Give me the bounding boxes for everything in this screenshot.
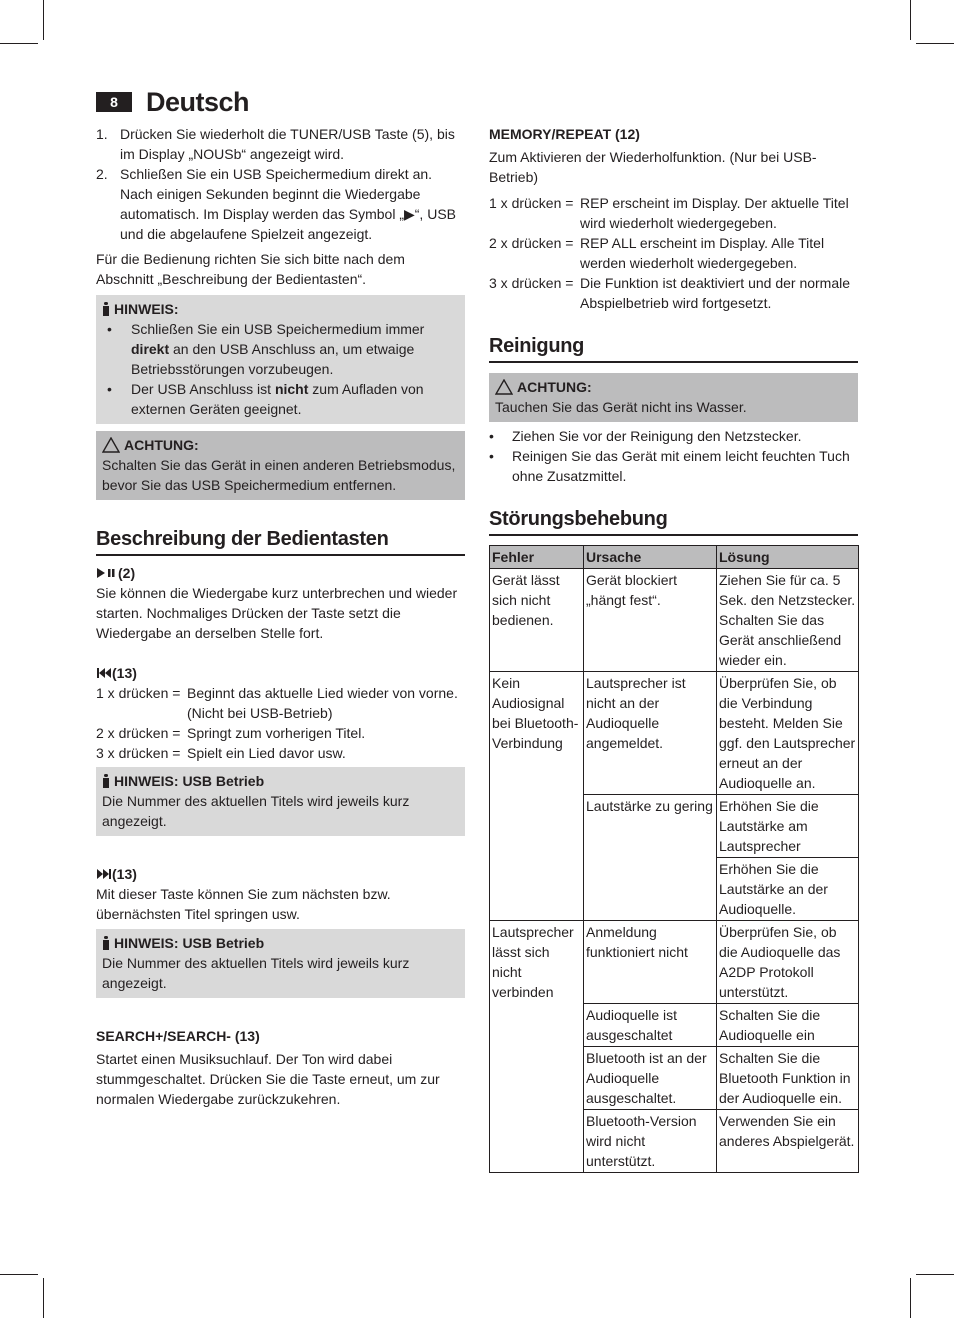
- section-title: Beschreibung der Bedientasten: [96, 526, 465, 556]
- table-cell: Erhöhen Sie die Lautstärke am Lautsprecher: [717, 795, 859, 858]
- key-value-row: 3 x drücken = Spielt ein Lied davor usw.: [96, 745, 346, 761]
- previous-icon: [96, 667, 112, 679]
- crop-mark: [0, 1274, 38, 1275]
- list-item: 1. Drücken Sie wiederholt die TUNER/USB Taste (5), bis im Display „NOUSb“ angezeigt wird.: [96, 126, 455, 162]
- table-cell: Gerät blockiert „hängt fest“.: [584, 569, 717, 672]
- crop-mark: [43, 1278, 44, 1318]
- hint-box: HINWEIS: • Schließen Sie ein USB Speichermedium immer direkt an den USB Anschluss an, um etwaige Betriebsstörungen vorzubeugen. • Der USB Anschluss ist nicht zum Aufladen von externen Geräten geeignet.: [96, 295, 465, 424]
- column-header: Fehler: [490, 546, 584, 569]
- key-value-row: 1 x drücken = REP erscheint im Display. Der aktuelle Titel wird wiederholt wiedergegeben.: [489, 195, 849, 231]
- steps-list: [96, 124, 465, 244]
- info-icon: [102, 774, 110, 788]
- info-icon: [102, 936, 110, 950]
- operation-note: Für die Bedienung richten Sie sich bitte nach dem Abschnitt „Beschreibung der Bedientasten“.: [96, 251, 405, 287]
- key-value-row: 1 x drücken = Beginnt das aktuelle Lied wieder von vorne. (Nicht bei USB-Betrieb): [96, 685, 458, 721]
- crop-mark: [910, 1278, 911, 1318]
- key-value-row: 3 x drücken = Die Funktion ist deaktiviert und der normale Abspielbetrieb wird fortgesetzt.: [489, 275, 851, 311]
- page-title: Deutsch: [146, 87, 250, 117]
- play-pause-icon: [96, 567, 118, 579]
- crop-mark: [43, 0, 44, 40]
- next-icon: [96, 868, 112, 880]
- list-item: • Reinigen Sie das Gerät mit einem leicht feuchten Tuch ohne Zusatzmittel.: [489, 448, 850, 484]
- previous-heading: (13): [96, 663, 465, 683]
- table-cell: Kein Audiosignal bei Bluetooth-Verbindung: [490, 672, 584, 921]
- info-icon: [102, 302, 110, 316]
- column-header: Ursache: [584, 546, 717, 569]
- table-cell: Lautsprecher lässt sich nicht verbinden: [490, 921, 584, 1173]
- column-header: Lösung: [717, 546, 859, 569]
- crop-mark: [910, 0, 911, 40]
- list-item: • Der USB Anschluss ist nicht zum Aufladen von externen Geräten geeignet.: [107, 381, 424, 417]
- warning-box: ACHTUNG: Tauchen Sie das Gerät nicht ins Wasser.: [489, 373, 858, 422]
- section-title: Reinigung: [489, 333, 858, 363]
- table-cell: Schalten Sie die Audioquelle ein: [717, 1004, 859, 1047]
- table-header-row: [490, 546, 859, 569]
- search-heading: SEARCH+/SEARCH- (13): [96, 1028, 260, 1044]
- table-cell: Anmeldung funktioniert nicht: [584, 921, 717, 1004]
- troubleshooting-table: [489, 545, 859, 1173]
- table-cell: Bluetooth-Version wird nicht unterstützt.: [584, 1110, 717, 1173]
- list-item: • Ziehen Sie vor der Reinigung den Netzstecker.: [489, 428, 802, 444]
- page-number: 8: [96, 92, 132, 112]
- crop-mark: [0, 43, 38, 44]
- section-title: Störungsbehebung: [489, 506, 858, 536]
- table-cell: Lautstärke zu gering: [584, 795, 717, 921]
- table-row: [490, 672, 859, 795]
- key-value-row: 2 x drücken = REP ALL erscheint im Display. Alle Titel werden wiederholt wiedergegeben.: [489, 235, 825, 271]
- memory-heading: MEMORY/REPEAT (12): [489, 126, 640, 142]
- table-cell: Erhöhen Sie die Lautstärke an der Audioquelle.: [717, 858, 859, 921]
- table-cell: Ziehen Sie für ca. 5 Sek. den Netzstecker. Schalten Sie das Gerät anschließend wieder ein.: [717, 569, 859, 672]
- table-cell: Überprüfen Sie, ob die Audioquelle das A2DP Protokoll unterstützt.: [717, 921, 859, 1004]
- table-cell: Schalten Sie die Bluetooth Funktion in der Audioquelle ein.: [717, 1047, 859, 1110]
- table-cell: Überprüfen Sie, ob die Verbindung besteht. Melden Sie ggf. den Lautsprecher erneut an der Audioquelle an.: [717, 672, 859, 795]
- right-column: MEMORY/REPEAT (12) Zum Aktivieren der Wiederholfunktion. (Nur bei USB-Betrieb) 1 x drücken = REP erscheint im Display. Der aktuelle Titel wird wiederholt wiedergegeben. 2 x drücken = REP ALL erscheint im Display. Alle Titel werden wiederholt wiedergegeben. 3 x drücken = Die Funktion ist deaktiviert und der normale Abspielbetrieb wird fortgesetzt. Reinigung ACHTUNG: Tauchen Sie das Gerät nicht ins Wasser. • Ziehen Sie vor der Reinigung den Netzstecker. • Reinigen Sie das Gerät mit einem leicht feuchten Tuch ohne Zusatzmittel. Störungsbehebung Fehler Ursache Lösung Gerät lässt sich nicht bedienen. Gerät blockiert „hängt fest“. Ziehen Sie für ca. 5 Sek. den Netzstecker. Schalten Sie das Gerät anschließend wieder ein. Kein Audiosignal bei Bluetooth-Verbindung Lautsprecher ist nicht an der Audioquelle angemeldet. Überprüfen Sie, ob die Verbindung besteht. Melden Sie ggf. den Lautsprecher erneut an der Audioquelle an. Lautstärke zu gering Erhöhen Sie die Lautstärke am Lautsprecher Erhöhen Sie die Lautstärke an der Audioquelle. Lautsprecher lässt sich nicht verbinden Anmeldung funktioniert nicht Überprüfen Sie, ob die Audioquelle das A2DP Protokoll unterstützt. Audioquelle ist ausgeschaltet Schalten Sie die Audioquelle ein Bluetooth ist an der Audioquelle ausgeschaltet. Schalten Sie die Bluetooth Funktion in der Audioquelle ein. Bluetooth-Version wird nicht unterstützt. Verwenden Sie ein anderes Abspielgerät.: [489, 124, 858, 1173]
- crop-mark: [916, 1274, 954, 1275]
- warning-icon: [495, 379, 513, 395]
- warning-icon: [102, 437, 120, 453]
- table-row: [490, 921, 859, 1004]
- table-cell: Bluetooth ist an der Audioquelle ausgeschaltet.: [584, 1047, 717, 1110]
- list-item: • Schließen Sie ein USB Speichermedium immer direkt an den USB Anschluss an, um etwaige Betriebsstörungen vorzubeugen.: [107, 321, 425, 377]
- table-cell: Audioquelle ist ausgeschaltet: [584, 1004, 717, 1047]
- key-value-row: 2 x drücken = Springt zum vorherigen Titel.: [96, 725, 366, 741]
- warning-box: ACHTUNG: Schalten Sie das Gerät in einen anderen Betriebsmodus, bevor Sie das USB Speichermedium entfernen.: [96, 431, 465, 500]
- table-cell: Verwenden Sie ein anderes Abspielgerät.: [717, 1110, 859, 1173]
- list-item: 2. Schließen Sie ein USB Speichermedium direkt an. Nach einigen Sekunden beginnt die Wiedergabe automatisch. Im Display werden das Symbol „▶“, USB und die abgelaufene Spielzeit angezeigt.: [96, 166, 456, 242]
- table-cell: Gerät lässt sich nicht bedienen.: [490, 569, 584, 672]
- hint-box: HINWEIS: USB Betrieb Die Nummer des aktuellen Titels wird jeweils kurz angezeigt.: [96, 767, 465, 836]
- play-pause-heading: (2): [96, 563, 465, 583]
- left-column: 1. Drücken Sie wiederholt die TUNER/USB Taste (5), bis im Display „NOUSb“ angezeigt wird. 2. Schließen Sie ein USB Speichermedium direkt an. Nach einigen Sekunden beginnt die Wiedergabe automatisch. Im Display werden das Symbol „▶“, USB und die abgelaufene Spielzeit angezeigt. Für die Bedienung richten Sie sich bitte nach dem Abschnitt „Beschreibung der Bedientasten“. HINWEIS: • Schließen Sie ein USB Speichermedium immer direkt an den USB Anschluss an, um etwaige Betriebsstörungen vorzubeugen. • Der USB Anschluss ist nicht zum Aufladen von externen Geräten geeignet. ACHTUNG: Schalten Sie das Gerät in einen anderen Betriebsmodus, bevor Sie das USB Speichermedium entfernen. Beschreibung der Bedientasten (2) Sie können die Wiedergabe kurz unterbrechen und wieder starten. Nochmaliges Drücken der Taste setzt die Wiedergabe an derselben Stelle fort. (13) 1 x drücken = Beginnt das aktuelle Lied wieder von vorne. (Nicht bei USB-Betrieb) 2 x drücken = Springt zum vorherigen Titel. 3 x drücken = Spielt ein Lied davor usw. HINWEIS: USB Betrieb Die Nummer des aktuellen Titels wird jeweils kurz angezeigt. (13) Mit dieser Taste können Sie zum nächsten bzw. übernächsten Titel springen usw. HINWEIS: USB Betrieb Die Nummer des aktuellen Titels wird jeweils kurz angezeigt. SEARCH+/SEARCH- (13) Startet einen Musiksuchlauf. Der Ton wird dabei stummgeschaltet. Drücken Sie die Taste erneut, um zur normalen Wiedergabe zurückzukehren.: [96, 124, 465, 1109]
- next-heading: (13): [96, 864, 465, 884]
- hint-box: HINWEIS: USB Betrieb Die Nummer des aktuellen Titels wird jeweils kurz angezeigt.: [96, 929, 465, 998]
- table-cell: Lautsprecher ist nicht an der Audioquelle angemeldet.: [584, 672, 717, 795]
- crop-mark: [916, 43, 954, 44]
- table-row: [490, 569, 859, 672]
